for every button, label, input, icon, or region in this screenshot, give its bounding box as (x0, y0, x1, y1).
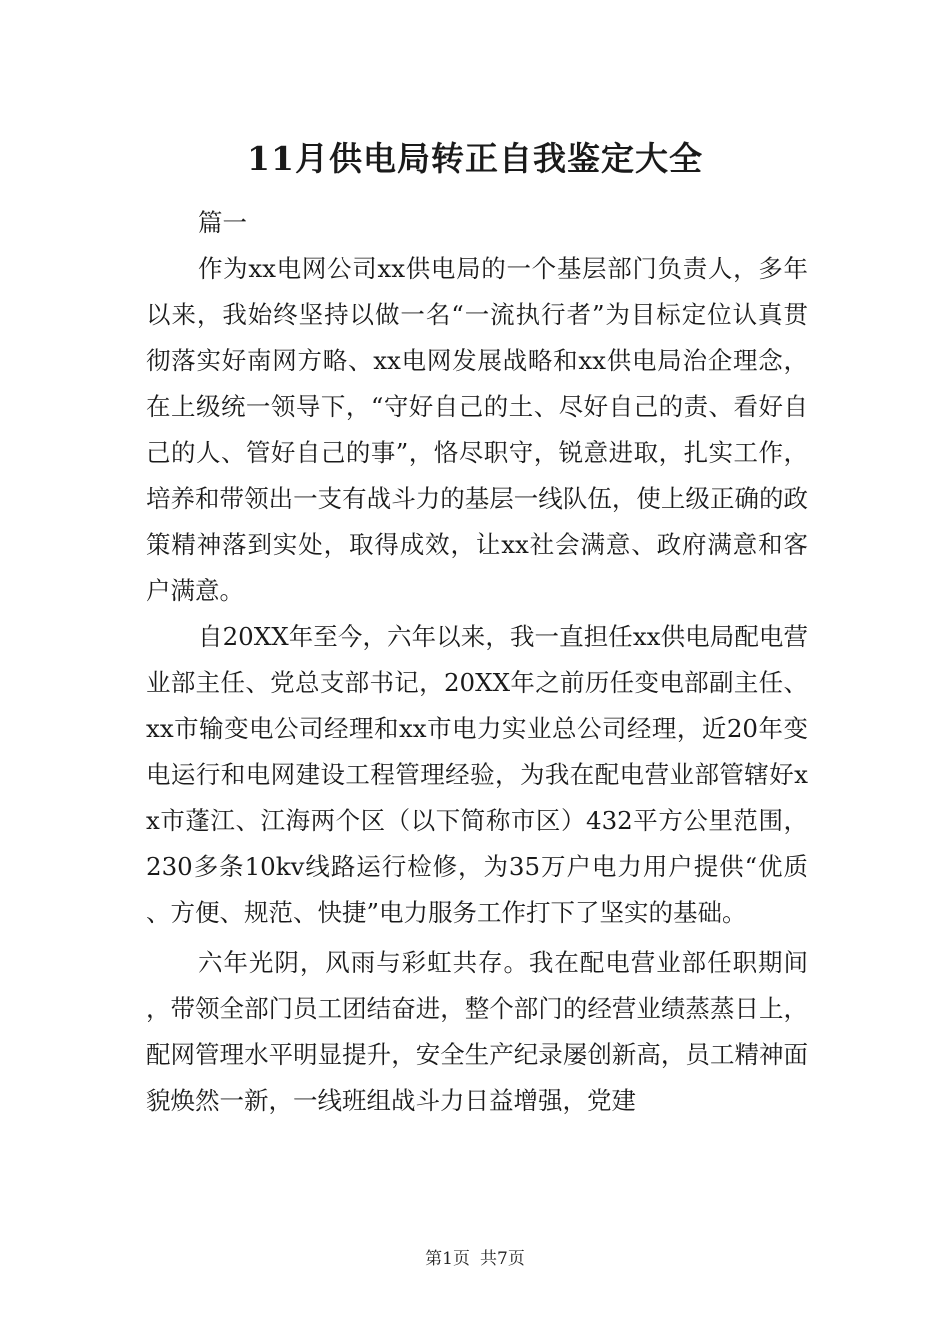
paragraph-2: 自20XX年至今，六年以来，我一直担任xx供电局配电营业部主任、党总支部书记，20XX年之前历任变电部副主任、xx市输变电公司经理和xx市电力实业总公司经理，近20年变电运行和电网建设工程管理经验，为我在配电营业部管辖好xx市蓬江、江海两个区（以下简称市区）432平方公里范围，230多条10kv线路运行检修，为35万户电力用户提供“优质、方便、规范、快捷”电力服务工作打下了坚实的基础。 (146, 622, 808, 927)
document-title: 11月供电局转正自我鉴定大全 (247, 139, 703, 178)
page-total: 共7页 (480, 1249, 525, 1269)
document-body (146, 200, 808, 1124)
section-heading: 篇一 (198, 208, 247, 237)
page-footer (0, 1247, 950, 1271)
paragraph-3: 六年光阴，风雨与彩虹共存。我在配电营业部任职期间，带领全部门员工团结奋进，整个部门的经营业绩蒸蒸日上，配网管理水平明显提升，安全生产纪录屡创新高，员工精神面貌焕然一新，一线班组战斗力日益增强，党建 (146, 948, 808, 1115)
page-number: 第1页 (425, 1249, 470, 1269)
paragraph-1: 作为xx电网公司xx供电局的一个基层部门负责人，多年以来，我始终坚持以做一名“一流执行者”为目标定位认真贯彻落实好南网方略、xx电网发展战略和xx供电局治企理念，在上级统一领导下，“守好自己的土、尽好自己的责、看好自己的人、管好自己的事”，恪尽职守，锐意进取，扎实工作，培养和带领出一支有战斗力的基层一线队伍，使上级正确的政策精神落到实处，取得成效，让xx社会满意、政府满意和客户满意。 (146, 254, 808, 605)
